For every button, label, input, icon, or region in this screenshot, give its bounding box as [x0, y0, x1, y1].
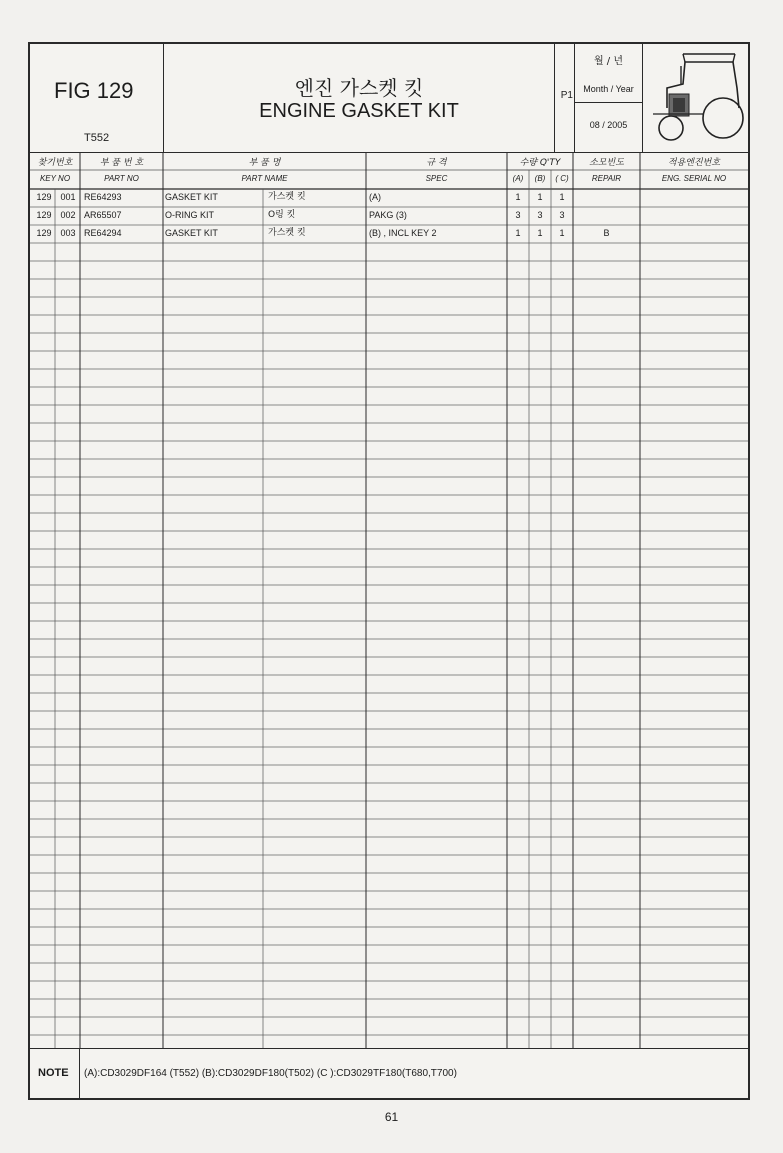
row-qty-c: 3 [559, 210, 565, 220]
date-label-korean: 월 / 년 [593, 56, 624, 67]
header-part-no-ko: 부 품 번 호 [99, 158, 144, 168]
row-fig: 129 [36, 210, 52, 220]
header-qty-b: (B) [534, 174, 546, 183]
page-box [555, 44, 575, 152]
header-qty-c: ( C) [555, 174, 569, 183]
row-name-en: O-RING KIT [165, 210, 214, 220]
row-spec: (B) , INCL KEY 2 [369, 228, 437, 238]
date-value: 08 / 2005 [589, 120, 628, 130]
date-divider [575, 102, 642, 103]
date-label-english: Month / Year [583, 84, 634, 94]
row-qty-c: 1 [559, 228, 565, 238]
header-key-no: KEY NO [39, 174, 71, 183]
tractor-engine-icon [643, 44, 748, 152]
row-part-no: RE64294 [84, 228, 122, 238]
row-spec: (A) [369, 192, 381, 202]
figure-number: FIG 129 [54, 78, 134, 103]
note-label: NOTE [38, 1067, 69, 1079]
row-qty-a: 3 [515, 210, 521, 220]
row-repair: B [603, 228, 610, 238]
parts-sheet [28, 42, 750, 1100]
note-text: (A):CD3029DF164 (T552) (B):CD3029DF180(T502) (C ):CD3029TF180(T680,T700) [84, 1068, 457, 1079]
row-qty-b: 3 [537, 210, 543, 220]
header-repair-ko: 소모빈도 [589, 158, 624, 168]
table-grid-lines [30, 153, 748, 1049]
parts-table [30, 152, 748, 1049]
row-name-ko: 가스켓 킷 [268, 228, 306, 238]
header-qty-a: (A) [512, 174, 524, 183]
header-qty: 수량 Q'TY [519, 158, 561, 168]
row-qty-c: 1 [559, 192, 565, 202]
figure-box [30, 44, 164, 152]
row-repair [573, 190, 640, 205]
header-part-no: PART NO [104, 174, 139, 183]
title-english: ENGINE GASKET KIT [259, 100, 459, 122]
row-name-ko: O링 킷 [268, 210, 296, 220]
note-section [30, 1048, 748, 1099]
page-number: 61 [384, 1110, 399, 1124]
row-qty-a: 1 [515, 228, 521, 238]
header-spec-ko: 규 격 [426, 158, 447, 168]
header-serial-ko: 적용엔진번호 [667, 158, 721, 168]
row-key: 003 [60, 228, 76, 238]
title-korean: 엔진 가스켓 킷 [294, 76, 424, 100]
date-box [575, 44, 643, 152]
row-fig: 129 [36, 228, 52, 238]
row-repair [573, 208, 640, 223]
header-repair: REPAIR [591, 174, 622, 183]
row-fig: 129 [36, 192, 52, 202]
header-key-no-ko: 찾기번호 [37, 158, 73, 168]
row-key: 002 [60, 210, 76, 220]
row-name-en: GASKET KIT [165, 192, 218, 202]
header-serial: ENG. SERIAL NO [661, 174, 727, 183]
page-label: P1 [560, 90, 573, 101]
row-key: 001 [60, 192, 76, 202]
header-part-name: PART NAME [241, 174, 288, 183]
row-qty-b: 1 [537, 192, 543, 202]
row-qty-a: 1 [515, 192, 521, 202]
row-part-no: RE64293 [84, 192, 122, 202]
row-spec: PAKG (3) [369, 210, 407, 220]
row-name-en: GASKET KIT [165, 228, 218, 238]
row-name-ko: 가스켓 킷 [268, 192, 306, 202]
model-label: T552 [84, 132, 110, 144]
note-divider [79, 1049, 80, 1099]
title-box [164, 44, 555, 152]
header-spec: SPEC [425, 174, 448, 183]
row-qty-b: 1 [537, 228, 543, 238]
row-part-no: AR65507 [84, 210, 122, 220]
header-part-name-ko: 부 품 명 [248, 158, 281, 168]
